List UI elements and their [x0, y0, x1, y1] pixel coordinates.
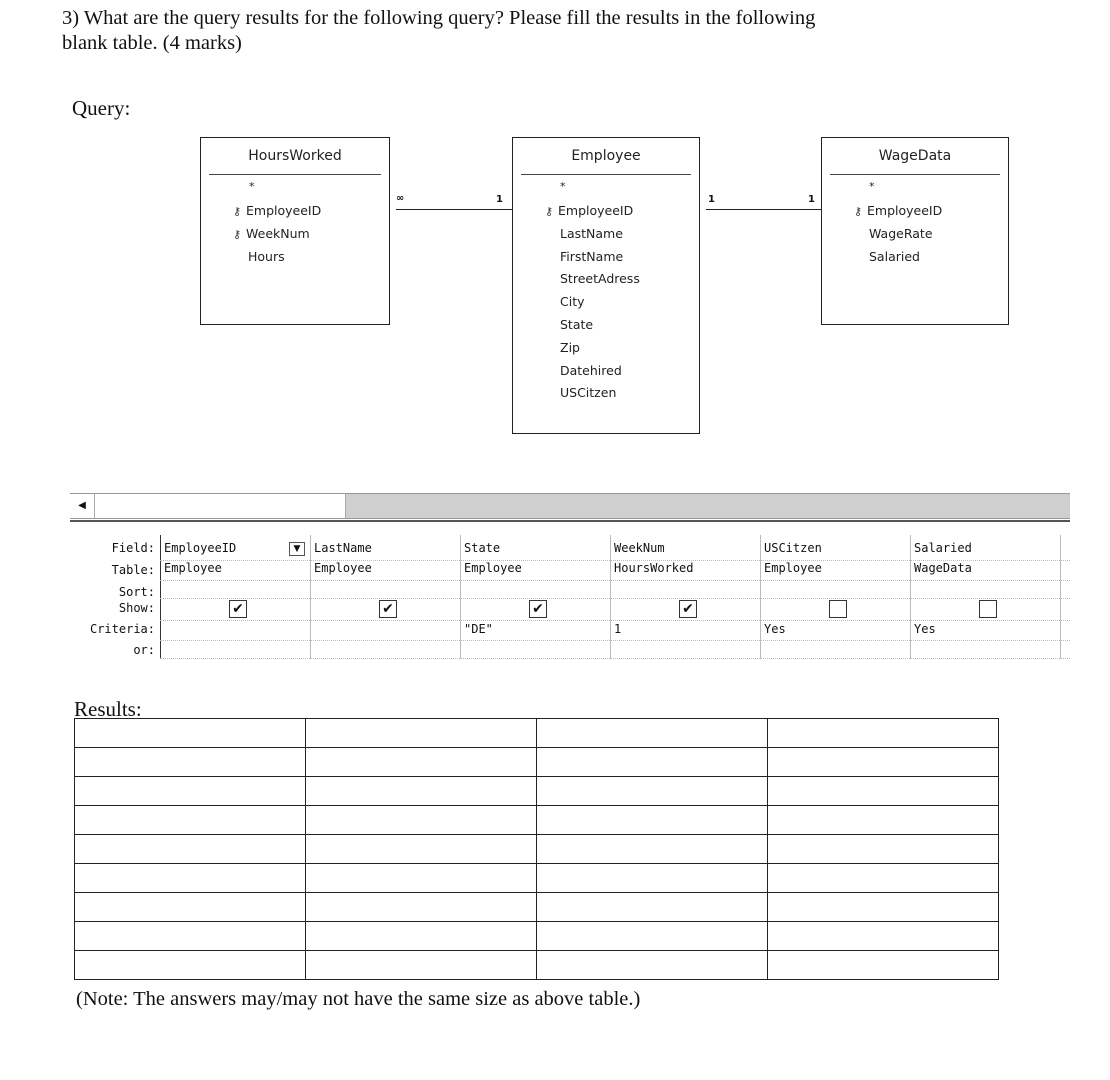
table-title: HoursWorked [248, 148, 342, 164]
primary-key-icon: ⚷ [232, 205, 242, 218]
results-cell[interactable] [75, 893, 306, 922]
checkmark-icon: ✔ [232, 601, 244, 617]
query-label: Query: [72, 96, 131, 120]
design-grid-top-rule [70, 520, 1070, 522]
field-datehired[interactable] [560, 360, 640, 383]
primary-key-icon: ⚷ [232, 227, 242, 241]
results-cell[interactable] [306, 806, 537, 835]
field-employeeid[interactable] [853, 200, 943, 223]
field-name: FirstName [560, 248, 624, 264]
field-state[interactable] [560, 314, 640, 337]
field-name: EmployeeID [246, 203, 322, 218]
results-cell[interactable] [75, 864, 306, 893]
results-cell[interactable] [75, 719, 306, 748]
grid-row-divider [160, 580, 1070, 581]
field-firstname[interactable] [560, 246, 640, 269]
grid-table-cell[interactable]: HoursWorked [614, 561, 694, 575]
title-separator [830, 174, 1000, 175]
title-separator [521, 174, 691, 175]
horizontal-scrollbar[interactable] [70, 493, 1070, 519]
row-label-show: Show: [118, 601, 155, 615]
show-checkbox[interactable] [229, 600, 247, 618]
grid-field-cell[interactable]: USCitzen [764, 541, 822, 555]
field-lastname[interactable] [560, 223, 640, 246]
note-text: (Note: The answers may/may not have the same size as above table.) [76, 988, 641, 1010]
results-cell[interactable] [75, 748, 306, 777]
row-label-field: Field: [111, 541, 155, 555]
field-name: EmployeeID [867, 203, 943, 218]
results-cell[interactable] [306, 719, 537, 748]
results-cell[interactable] [768, 806, 999, 835]
results-table [74, 718, 999, 980]
results-cell[interactable] [537, 864, 768, 893]
field-zip[interactable] [560, 337, 640, 360]
results-row [75, 777, 999, 806]
results-cell[interactable] [537, 893, 768, 922]
field-hours[interactable] [248, 246, 321, 269]
results-cell[interactable] [306, 893, 537, 922]
field-name: Salaried [869, 248, 920, 264]
field-name: Hours [248, 248, 285, 264]
table-title: WageData [878, 148, 952, 164]
primary-key-icon: ⚷ [853, 205, 863, 218]
field-name: Datehired [560, 362, 622, 378]
checkmark-icon: ✔ [382, 601, 394, 617]
row-label-criteria: Criteria: [89, 622, 155, 636]
grid-criteria-cell[interactable]: Yes [914, 622, 936, 636]
results-cell[interactable] [768, 922, 999, 951]
all-fields-star: * [869, 180, 875, 193]
field-name: Zip [560, 339, 580, 355]
results-cell[interactable] [75, 835, 306, 864]
grid-criteria-cell[interactable]: Yes [764, 622, 786, 636]
checkmark-icon: ✔ [682, 601, 694, 617]
results-cell[interactable] [306, 777, 537, 806]
results-row [75, 893, 999, 922]
results-row [75, 835, 999, 864]
grid-criteria-cell[interactable]: "DE" [464, 622, 493, 636]
field-employeeid[interactable] [544, 200, 640, 223]
all-fields-star: * [560, 180, 566, 193]
results-cell[interactable] [768, 777, 999, 806]
field-name: StreetAdress [560, 271, 640, 287]
show-checkbox[interactable] [529, 600, 547, 618]
show-checkbox[interactable] [379, 600, 397, 618]
field-streetadress[interactable] [560, 268, 640, 291]
table-employee[interactable] [512, 137, 700, 434]
title-separator [209, 174, 381, 175]
results-cell[interactable] [75, 922, 306, 951]
results-cell[interactable] [537, 748, 768, 777]
results-cell[interactable] [537, 777, 768, 806]
field-employeeid[interactable] [232, 200, 322, 223]
scroll-left-arrow-icon[interactable]: ◀ [70, 494, 95, 518]
field-uscitzen[interactable] [560, 382, 640, 405]
field-list [544, 200, 640, 405]
scroll-thumb[interactable] [95, 494, 346, 518]
show-checkbox[interactable] [829, 600, 847, 618]
results-label: Results: [74, 697, 142, 721]
grid-table-cell[interactable]: Employee [314, 561, 372, 575]
table-title: Employee [571, 148, 641, 164]
show-checkbox[interactable] [979, 600, 997, 618]
field-list [232, 200, 322, 268]
results-row [75, 719, 999, 748]
results-row [75, 864, 999, 893]
grid-field-cell[interactable]: WeekNum [614, 541, 665, 555]
chevron-down-icon[interactable]: ▼ [289, 542, 305, 556]
row-label-sort: Sort: [118, 585, 155, 599]
results-cell[interactable] [768, 719, 999, 748]
cardinality-one: 1 [496, 194, 503, 205]
checkmark-icon: ✔ [532, 601, 544, 617]
results-cell[interactable] [75, 806, 306, 835]
grid-field-cell[interactable]: EmployeeID [164, 541, 237, 555]
results-cell[interactable] [537, 806, 768, 835]
grid-row-divider [160, 640, 1070, 641]
grid-table-cell[interactable]: WageData [914, 561, 972, 575]
grid-field-cell[interactable]: Salaried [914, 541, 972, 555]
field-city[interactable] [560, 291, 640, 314]
field-name: USCitzen [560, 385, 617, 401]
results-row [75, 806, 999, 835]
results-cell[interactable] [768, 835, 999, 864]
grid-row-divider [160, 598, 1070, 599]
results-cell[interactable] [768, 748, 999, 777]
results-row [75, 951, 999, 980]
results-cell[interactable] [537, 951, 768, 980]
results-row [75, 748, 999, 777]
results-cell[interactable] [768, 893, 999, 922]
results-cell[interactable] [306, 951, 537, 980]
grid-row-divider [160, 658, 1070, 659]
grid-table-cell[interactable]: Employee [164, 561, 222, 575]
results-cell[interactable] [306, 835, 537, 864]
field-name: EmployeeID [558, 203, 634, 218]
results-cell[interactable] [537, 922, 768, 951]
field-wagerate[interactable] [869, 223, 942, 246]
cardinality-one: 1 [808, 194, 815, 205]
relationship-line-employee-wagedata [706, 209, 821, 210]
relationship-line-hours-employee [396, 209, 512, 210]
primary-key-icon: ⚷ [544, 205, 554, 218]
results-cell[interactable] [306, 748, 537, 777]
question-line-2: blank table. (4 marks) [62, 32, 242, 54]
all-fields-star: * [249, 180, 255, 193]
field-name: City [560, 294, 585, 310]
results-cell[interactable] [537, 835, 768, 864]
results-cell[interactable] [306, 922, 537, 951]
cardinality-many: ∞ [396, 193, 405, 204]
table-wagedata[interactable] [821, 137, 1009, 325]
field-name: WageRate [869, 225, 933, 241]
results-row [75, 922, 999, 951]
grid-field-cell[interactable]: State [464, 541, 501, 555]
show-checkbox[interactable] [679, 600, 697, 618]
row-label-or: or: [133, 643, 155, 657]
row-label-table: Table: [111, 563, 155, 577]
results-cell[interactable] [768, 864, 999, 893]
results-cell[interactable] [768, 951, 999, 980]
results-cell[interactable] [537, 719, 768, 748]
field-list [853, 200, 943, 268]
field-name: State [560, 316, 594, 332]
grid-table-cell[interactable]: Employee [464, 561, 522, 575]
results-cell[interactable] [306, 864, 537, 893]
results-cell[interactable] [75, 951, 306, 980]
grid-row-divider [160, 620, 1070, 621]
table-hoursworked[interactable] [200, 137, 390, 325]
field-name: WeekNum [246, 225, 310, 241]
field-weeknum[interactable] [232, 223, 321, 246]
question-text [62, 6, 1042, 56]
grid-field-cell[interactable]: LastName [314, 541, 372, 555]
grid-table-cell[interactable]: Employee [764, 561, 822, 575]
field-name: LastName [560, 225, 623, 241]
cardinality-one: 1 [708, 194, 715, 205]
results-cell[interactable] [75, 777, 306, 806]
question-line-1: 3) What are the query results for the following query? Please fill the results in the following [62, 7, 816, 29]
field-salaried[interactable] [869, 246, 942, 269]
grid-criteria-cell[interactable]: 1 [614, 622, 622, 636]
